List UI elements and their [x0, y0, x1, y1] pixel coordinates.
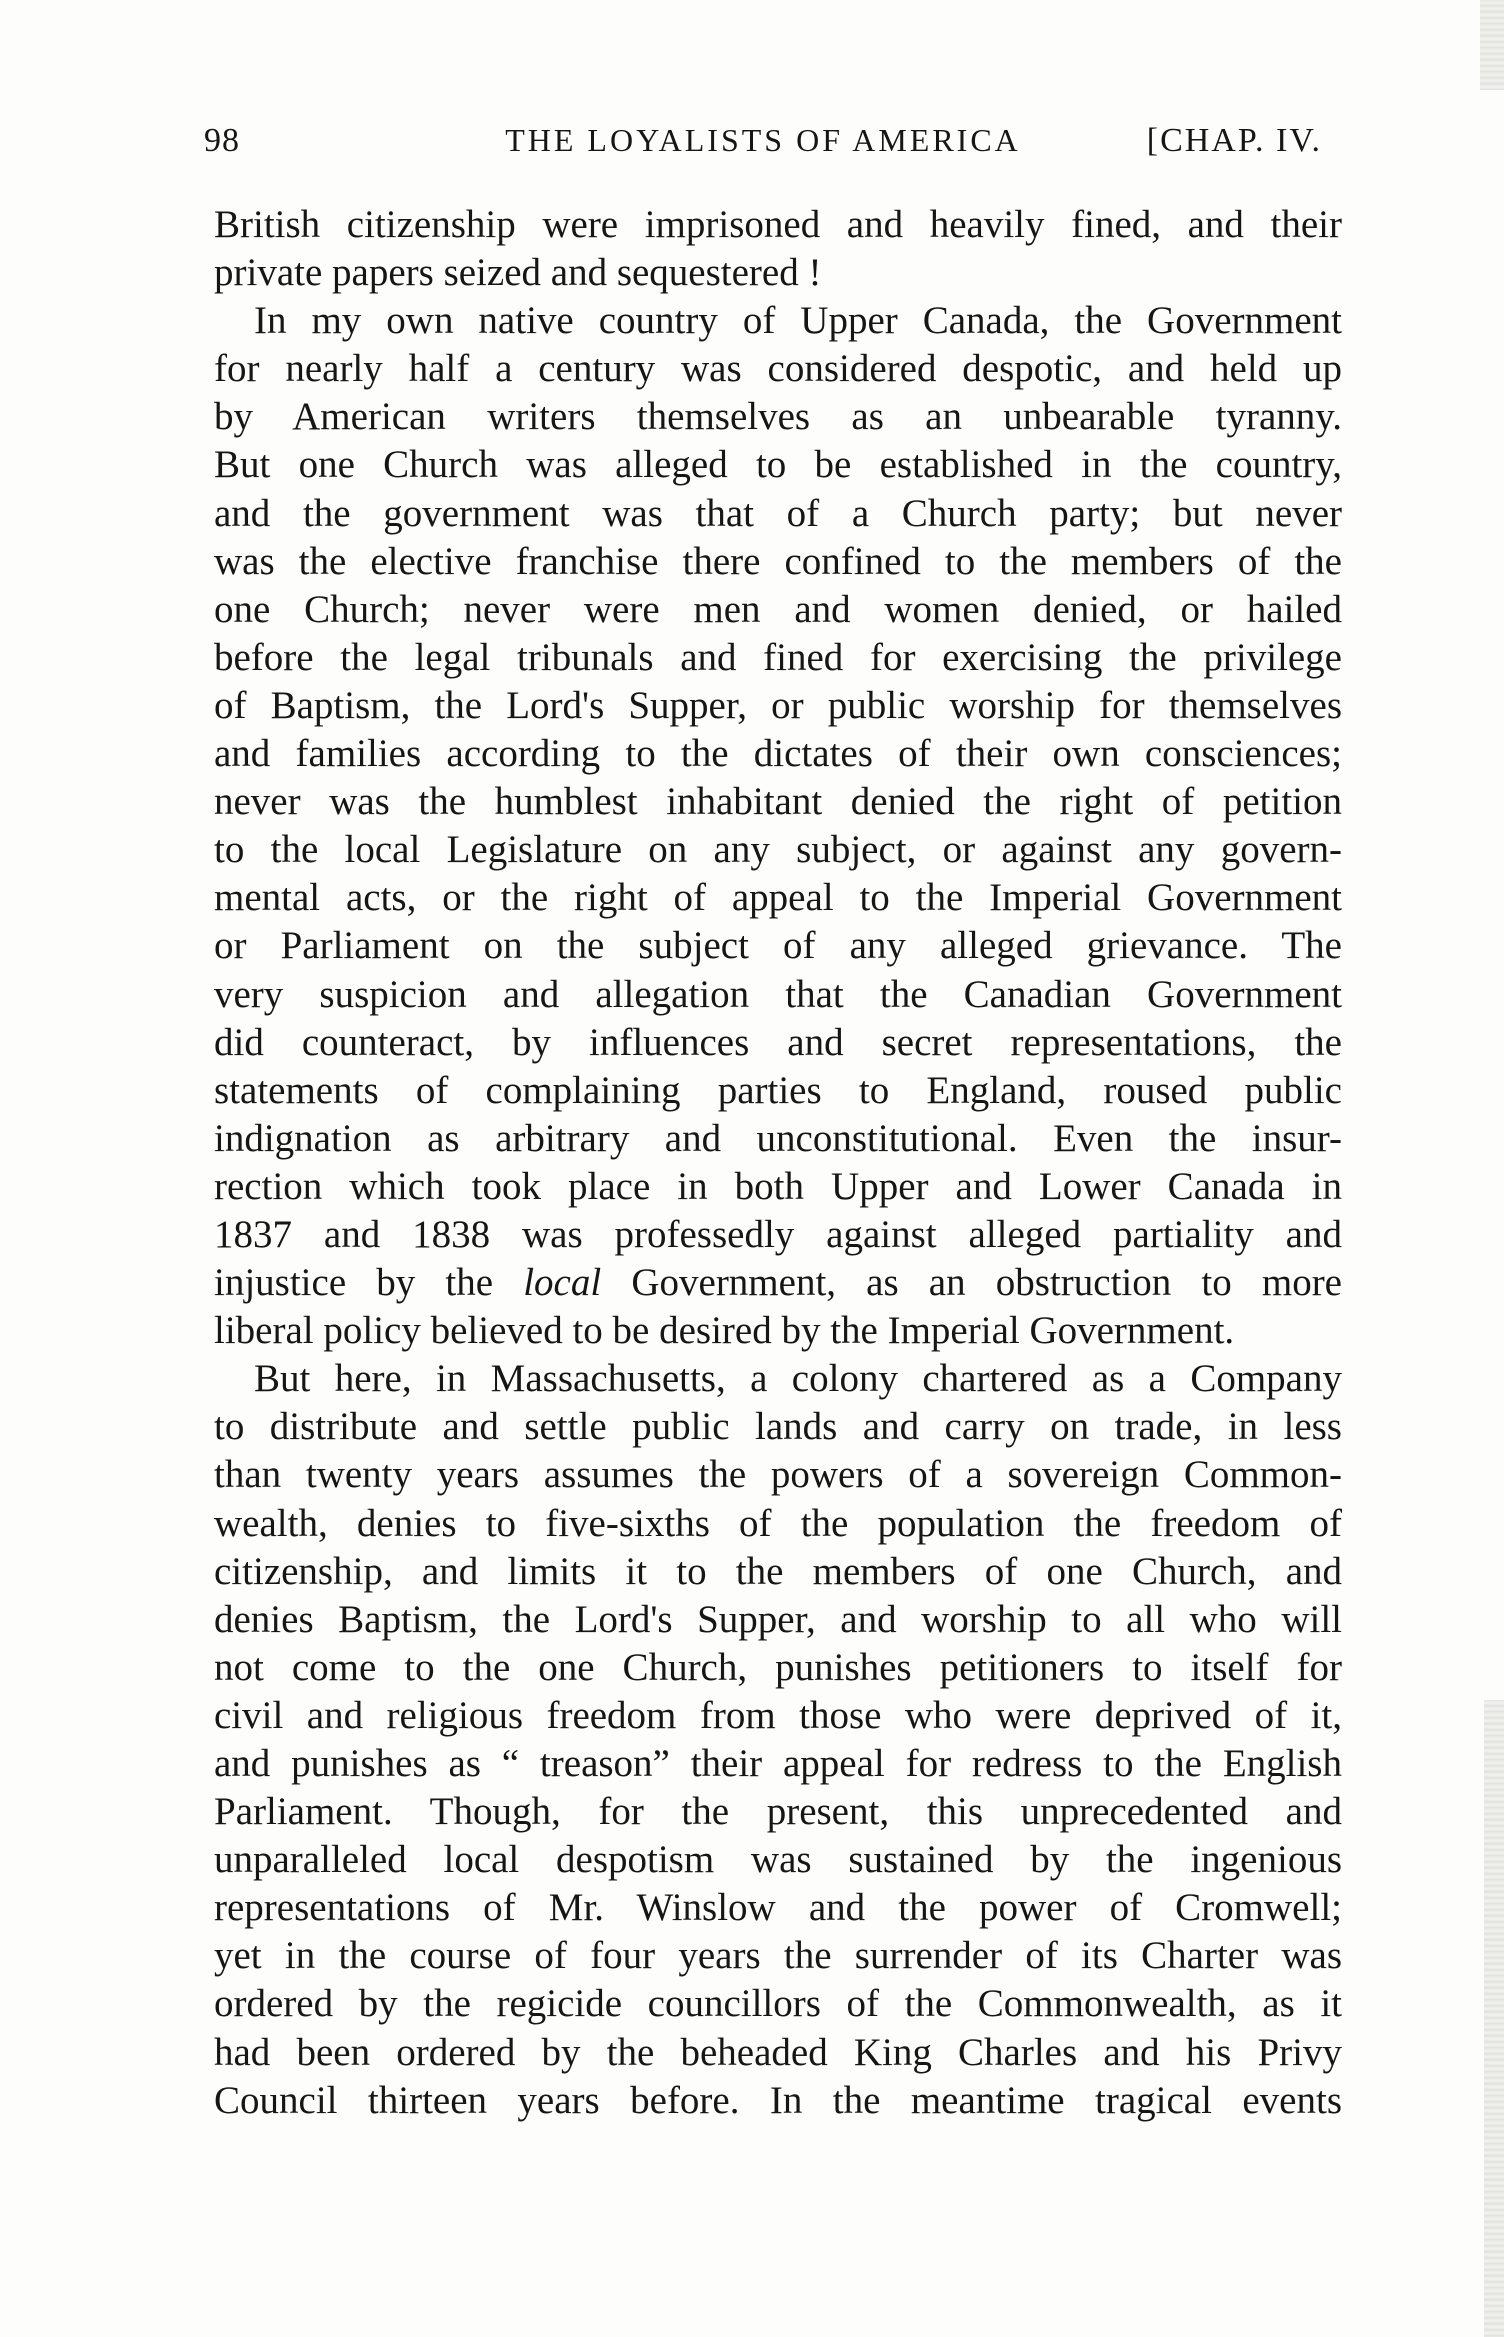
text-line-with-italic	[214, 1259, 1342, 1307]
text-line: But one Church was alleged to be established in the country,	[214, 443, 1342, 487]
chapter-label: [CHAP. IV.	[1146, 122, 1322, 159]
running-title: THE LOYALISTS OF AMERICA	[505, 122, 1021, 158]
text-line: had been ordered by the beheaded King Charles and his Privy	[214, 2030, 1342, 2074]
text-line: civil and religious freedom from those who were deprived of it,	[214, 1693, 1342, 1737]
text-line: not come to the one Church, punishes petitioners to itself for	[214, 1645, 1342, 1689]
text-line: for nearly half a century was considered despotic, and held up	[214, 347, 1342, 391]
text-line: indignation as arbitrary and unconstitutional. Even the insur-	[214, 1116, 1342, 1160]
text-line: or Parliament on the subject of any alleged grievance. The	[214, 924, 1342, 968]
text-line: statements of complaining parties to England, roused public	[214, 1068, 1342, 1112]
text-line: 1837 and 1838 was professedly against alleged partiality and	[214, 1212, 1342, 1256]
text-line: liberal policy believed to be desired by the Imperial Government.	[214, 1309, 1235, 1353]
text-line: and the government was that of a Church party; but never	[214, 491, 1342, 535]
text-line: and families according to the dictates of their own consciences;	[214, 732, 1342, 776]
text-line: did counteract, by influences and secret representations, the	[214, 1020, 1342, 1064]
text-segment: Government, as an obstruction to more	[631, 1261, 1342, 1305]
page-number: 98	[204, 122, 240, 159]
text-line: was the elective franchise there confined to the members of the	[214, 539, 1342, 583]
italic-word: local	[523, 1261, 602, 1305]
text-line: yet in the course of four years the surrender of its Charter was	[214, 1934, 1342, 1978]
page-edge-shadow-bottom	[1484, 1700, 1504, 2337]
text-line: Council thirteen years before. In the meantime tragical events	[214, 2078, 1342, 2122]
running-head	[204, 122, 1322, 172]
text-line: ordered by the regicide councillors of the Commonwealth, as it	[214, 1982, 1342, 2026]
body-text	[214, 201, 1342, 2125]
text-line: rection which took place in both Upper and Lower Canada in	[214, 1164, 1342, 1208]
text-line: mental acts, or the right of appeal to the Imperial Government	[214, 876, 1342, 920]
text-line: British citizenship were imprisoned and heavily fined, and their	[214, 203, 1342, 246]
text-segment: injustice by the	[214, 1261, 494, 1305]
text-line: Parliament. Though, for the present, this unprecedented and	[214, 1790, 1342, 1834]
text-line: by American writers themselves as an unbearable tyranny.	[214, 395, 1342, 439]
page-edge-shadow-top	[1480, 0, 1504, 90]
text-line: than twenty years assumes the powers of a sovereign Common-	[214, 1453, 1342, 1497]
text-line: to distribute and settle public lands and carry on trade, in less	[214, 1405, 1342, 1449]
text-line: denies Baptism, the Lord's Supper, and worship to all who will	[214, 1597, 1342, 1641]
text-line: representations of Mr. Winslow and the power of Cromwell;	[214, 1886, 1342, 1930]
paragraph-start-line: In my own native country of Upper Canada, the Government	[254, 299, 1342, 343]
text-line: to the local Legislature on any subject, or against any govern-	[214, 828, 1342, 872]
text-line: one Church; never were men and women denied, or hailed	[214, 587, 1342, 631]
text-line: private papers seized and sequestered !	[214, 251, 822, 295]
text-line: before the legal tribunals and fined for exercising the privilege	[214, 635, 1342, 679]
text-line: wealth, denies to five-sixths of the population the freedom of	[214, 1501, 1342, 1545]
text-line: of Baptism, the Lord's Supper, or public worship for themselves	[214, 683, 1342, 727]
paragraph-start-line: But here, in Massachusetts, a colony chartered as a Company	[254, 1357, 1342, 1401]
text-line: never was the humblest inhabitant denied the right of petition	[214, 780, 1342, 824]
text-line: unparalleled local despotism was sustained by the ingenious	[214, 1838, 1342, 1882]
text-line: and punishes as “ treason” their appeal for redress to the English	[214, 1742, 1342, 1785]
text-line: citizenship, and limits it to the members of one Church, and	[214, 1549, 1342, 1593]
text-line: very suspicion and allegation that the Canadian Government	[214, 972, 1342, 1016]
